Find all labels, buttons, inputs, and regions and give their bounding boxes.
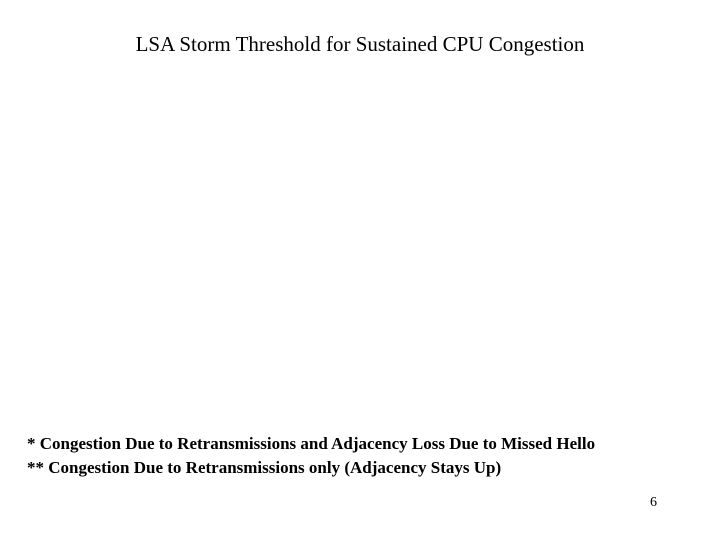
footnote-single-asterisk: * Congestion Due to Retransmissions and Adjacency Loss Due to Missed Hello (27, 434, 596, 453)
page-number: 6 (650, 495, 657, 510)
footnotes (27, 432, 595, 480)
footnote-double-asterisk: ** Congestion Due to Retransmissions only (Adjacency Stays Up) (27, 458, 502, 477)
slide-title: LSA Storm Threshold for Sustained CPU Congestion (135, 32, 585, 56)
